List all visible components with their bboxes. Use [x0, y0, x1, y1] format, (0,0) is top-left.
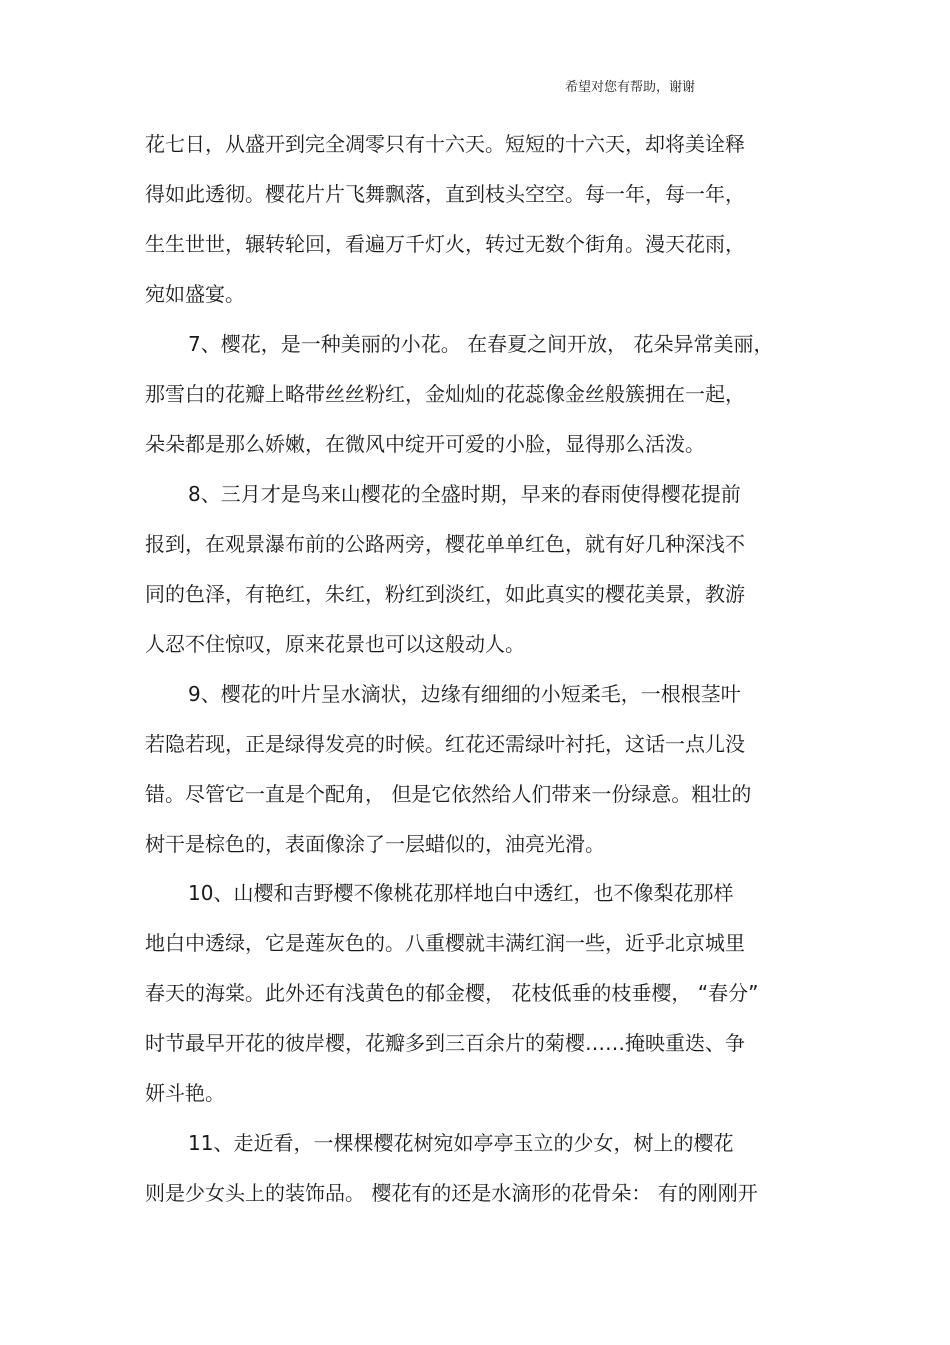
text-line: 那雪白的花瓣上略带丝丝粉红，金灿灿的花蕊像金丝般簇拥在一起，: [145, 382, 745, 406]
text-line: 花七日，从盛开到完全凋零只有十六天。短短的十六天，却将美诠释: [145, 132, 745, 156]
text-line: 8、三月才是鸟来山樱花的全盛时期，早来的春雨使得樱花提前: [188, 482, 741, 506]
text-line: 宛如盛宴。: [145, 282, 245, 306]
text-line: 错。尽管它一直是个配角， 但是它依然给人们带来一份绿意。粗壮的: [145, 782, 752, 806]
text-line: 生生世世，辗转轮回，看遍万千灯火，转过无数个街角。漫天花雨，: [145, 232, 745, 256]
text-line: 7、樱花，是一种美丽的小花。 在春夏之间开放， 花朵异常美丽，: [188, 332, 774, 356]
text-line: 10、山樱和吉野樱不像桃花那样地白中透红，也不像梨花那样: [188, 881, 734, 905]
text-line: 则是少女头上的装饰品。 樱花有的还是水滴形的花骨朵： 有的刚刚开: [145, 1181, 758, 1205]
text-line: 若隐若现，正是绿得发亮的时候。红花还需绿叶衬托，这话一点儿没: [145, 732, 745, 756]
text-line: 人忍不住惊叹，原来花景也可以这般动人。: [145, 632, 525, 656]
text-line: 时节最早开花的彼岸樱，花瓣多到三百余片的菊樱……掩映重迭、争: [145, 1031, 745, 1055]
text-line: 妍斗艳。: [145, 1081, 225, 1105]
text-line: 树干是棕色的，表面像涂了一层蜡似的，油亮光滑。: [145, 832, 605, 856]
text-line: 朵朵都是那么娇嫩，在微风中绽开可爱的小脸，显得那么活泼。: [145, 432, 705, 456]
text-line: 报到，在观景瀑布前的公路两旁，樱花单单红色，就有好几种深浅不: [145, 532, 745, 556]
page-header: 希望对您有帮助，谢谢: [565, 80, 696, 95]
text-line: 9、樱花的叶片呈水滴状，边缘有细细的小短柔毛，一根根茎叶: [188, 682, 741, 706]
text-line: 地白中透绿，它是莲灰色的。八重樱就丰满红润一些，近乎北京城里: [145, 931, 745, 955]
text-line: 同的色泽，有艳红，朱红，粉红到淡红，如此真实的樱花美景，教游: [145, 582, 745, 606]
text-line: 得如此透彻。樱花片片飞舞飘落，直到枝头空空。每一年，每一年，: [145, 182, 745, 206]
text-line: 11、走近看，一棵棵樱花树宛如亭亭玉立的少女，树上的樱花: [188, 1131, 734, 1155]
text-line: 春天的海棠。此外还有浅黄色的郁金樱， 花枝低垂的枝垂樱， “春分”: [145, 981, 759, 1005]
